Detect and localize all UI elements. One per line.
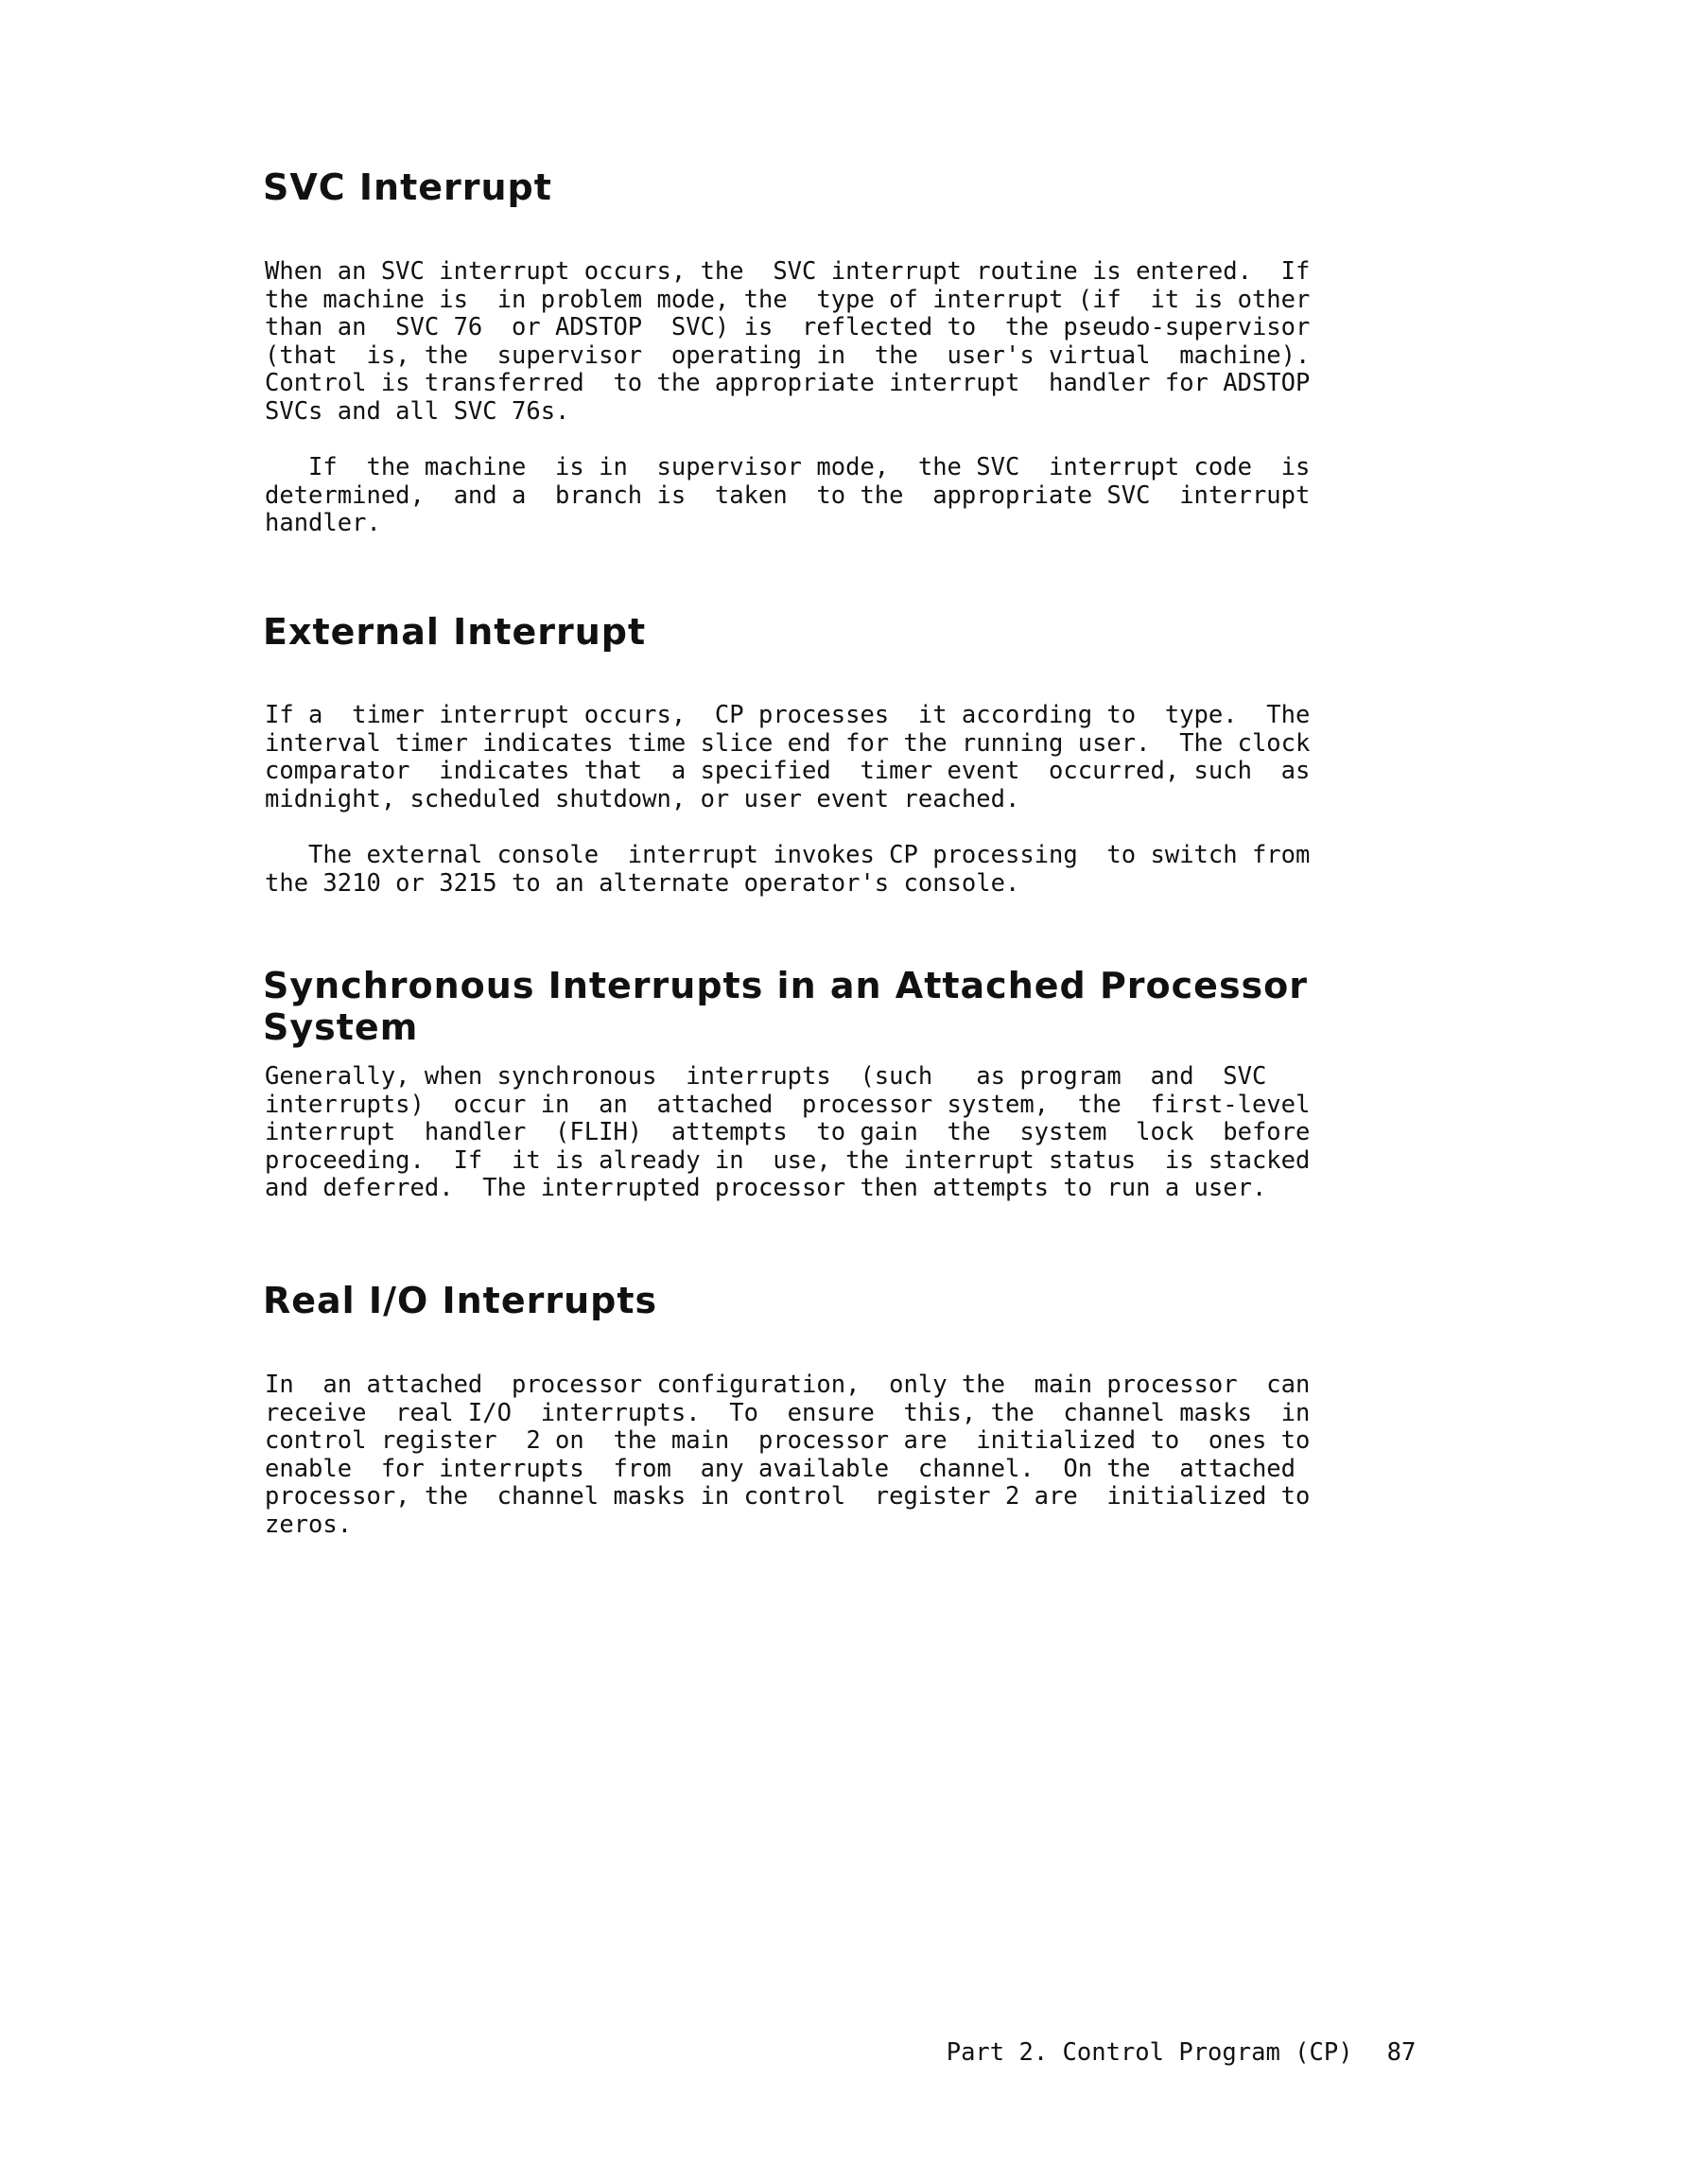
body-paragraph: Generally, when synchronous interrupts (such as program and SVC interrupts) occur in an attached processor system, the first-level interrupt handler (FLIH) attempts to gain the system lock before proceeding. If it is already in use, the interrupt status is stacked and deferred. The interrupted processor then attempts to run a user. [265,1062,1311,1202]
page-footer [917,2010,1416,2067]
body-paragraph: When an SVC interrupt occurs, the SVC interrupt routine is entered. If the machine is in problem mode, the type of interrupt (if it is other than an SVC 76 or ADSTOP SVC) is reflected to the pseudo-supervisor (that is, the supervisor operating in the user's virtual machine). Control is transferred to the appropriate interrupt handler for ADSTOP SVCs and all SVC 76s. [265,257,1311,426]
body-paragraph: In an attached processor configuration, only the main processor can receive real I/O interrupts. To ensure this, the channel masks in control register 2 on the main processor are initialized to ones to enable for interrupts from any available channel. On the attached processor, the channel masks in control register 2 are initialized to zeros. [265,1371,1311,1539]
page-number: 87 [1386,2038,1417,2067]
section-heading-real-io-interrupts: Real I/O Interrupts [263,1280,658,1321]
body-paragraph: If a timer interrupt occurs, CP processes it according to type. The interval timer indicates time slice end for the running user. The clock comparator indicates that a specified timer event occurred, such as midnight, scheduled shutdown, or user event reached. [265,701,1311,813]
section-heading-svc-interrupt: SVC Interrupt [263,166,552,208]
body-paragraph: If the machine is in supervisor mode, the SVC interrupt code is determined, and a branch is taken to the appropriate SVC interrupt handler. [265,453,1311,537]
running-title: Part 2. Control Program (CP) [946,2038,1353,2067]
section-heading-external-interrupt: External Interrupt [263,611,647,653]
body-paragraph: The external console interrupt invokes CP processing to switch from the 3210 or 3215 to an alternate operator's console. [265,841,1311,898]
section-heading-synchronous-interrupts: Synchronous Interrupts in an Attached Processor System [263,965,1309,1048]
